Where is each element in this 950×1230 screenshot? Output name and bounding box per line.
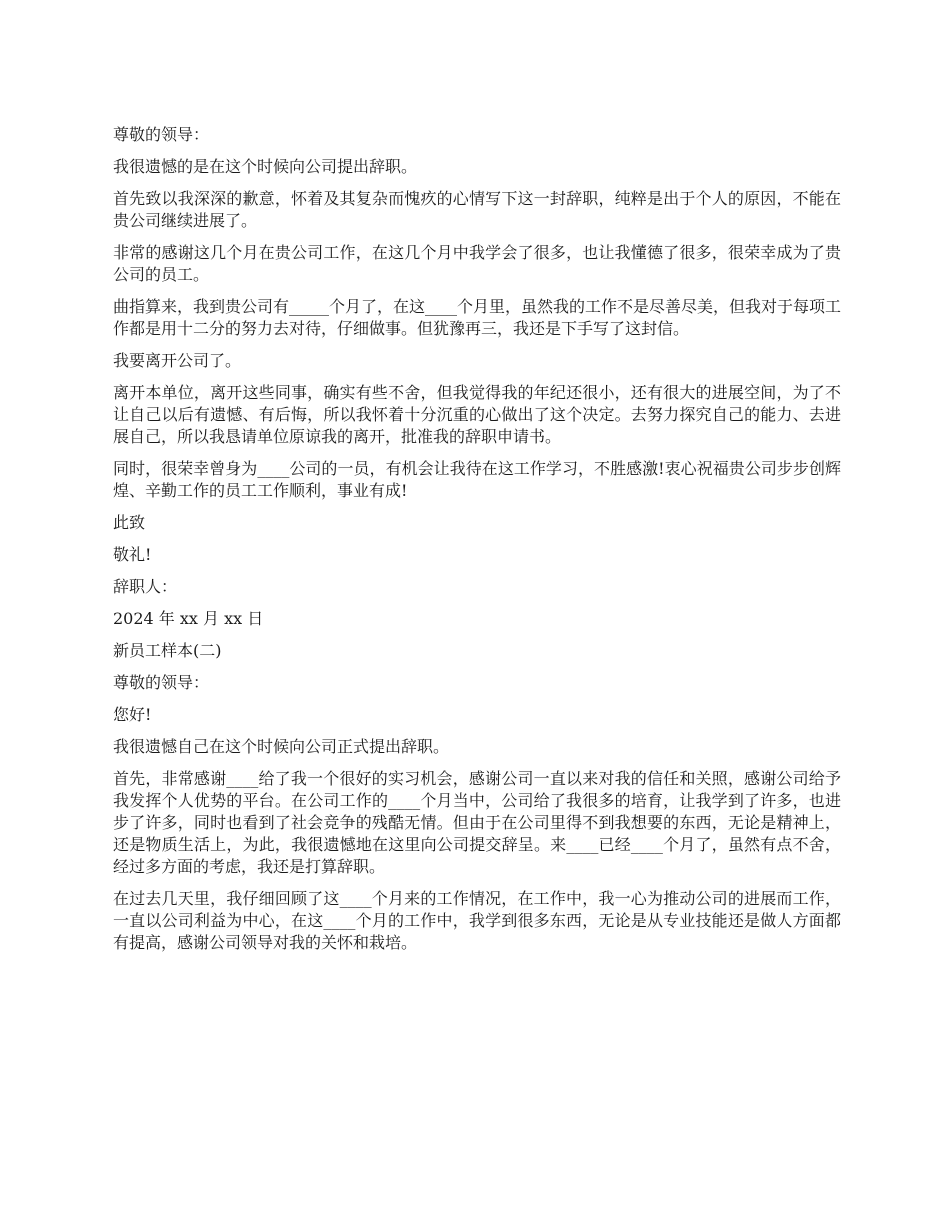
paragraph: 非常的感谢这几个月在贵公司工作，在这几个月中我学会了很多，也让我懂德了很多，很荣幸成为了贵公司的员工。 (113, 243, 841, 284)
document-body (113, 124, 841, 964)
closing: 敬礼! (113, 545, 152, 564)
paragraph: 我很遗憾自己在这个时候向公司正式提出辞职。 (113, 737, 450, 756)
paragraph: 首先，非常感谢____给了我一个很好的实习机会，感谢公司一直以来对我的信任和关照，感谢公司给予我发挥个人优势的平台。在公司工作的____个月当中，公司给了我很多的培育，让我学到了许多，也进步了许多，同时也看到了社会竞争的残酷无情。但由于在公司里得不到我想要的东西，无论是精神上，还是物质生活上，为此，我很遗憾地在这里向公司提交辞呈。来____已经____个月了，虽然有点不舍，经过多方面的考虑，我还是打算辞职。 (113, 769, 841, 876)
paragraph: 离开本单位，离开这些同事，确实有些不舍，但我觉得我的年纪还很小，还有很大的进展空间，为了不让自己以后有遗憾、有后悔，所以我怀着十分沉重的心做出了这个决定。去努力探究自己的能力、去进展自己，所以我恳请单位原谅我的离开，批准我的辞职申请书。 (113, 383, 841, 446)
salutation: 尊敬的领导： (113, 125, 210, 144)
paragraph: 曲指算来，我到贵公司有_____个月了，在这____个月里，虽然我的工作不是尽善尽美，但我对于每项工作都是用十二分的努力去对待，仔细做事。但犹豫再三，我还是下手写了这封信。 (113, 297, 842, 338)
greeting: 您好! (113, 705, 152, 724)
section-title: 新员工样本(二) (113, 641, 222, 660)
paragraph: 首先致以我深深的歉意，怀着及其复杂而愧疚的心情写下这一封辞职，纯粹是出于个人的原因，不能在贵公司继续进展了。 (113, 189, 841, 230)
salutation: 尊敬的领导： (113, 673, 210, 692)
date-line: 2024 年 xx 月 xx 日 (113, 609, 264, 628)
paragraph: 在过去几天里，我仔细回顾了这____个月来的工作情况，在工作中，我一心为推动公司的进展而工作，一直以公司利益为中心，在这____个月的工作中，我学到很多东西，无论是从专业技能还是做人方面都有提高，感谢公司领导对我的关怀和栽培。 (113, 889, 841, 952)
paragraph: 我很遗憾的是在这个时候向公司提出辞职。 (113, 157, 418, 176)
closing: 此致 (113, 513, 146, 532)
paragraph: 同时，很荣幸曾身为____公司的一员，有机会让我待在这工作学习，不胜感激!衷心祝福贵公司步步创辉煌、辛勤工作的员工工作顺利，事业有成! (113, 459, 841, 500)
paragraph: 我要离开公司了。 (113, 351, 242, 370)
signature-label: 辞职人： (113, 577, 178, 596)
